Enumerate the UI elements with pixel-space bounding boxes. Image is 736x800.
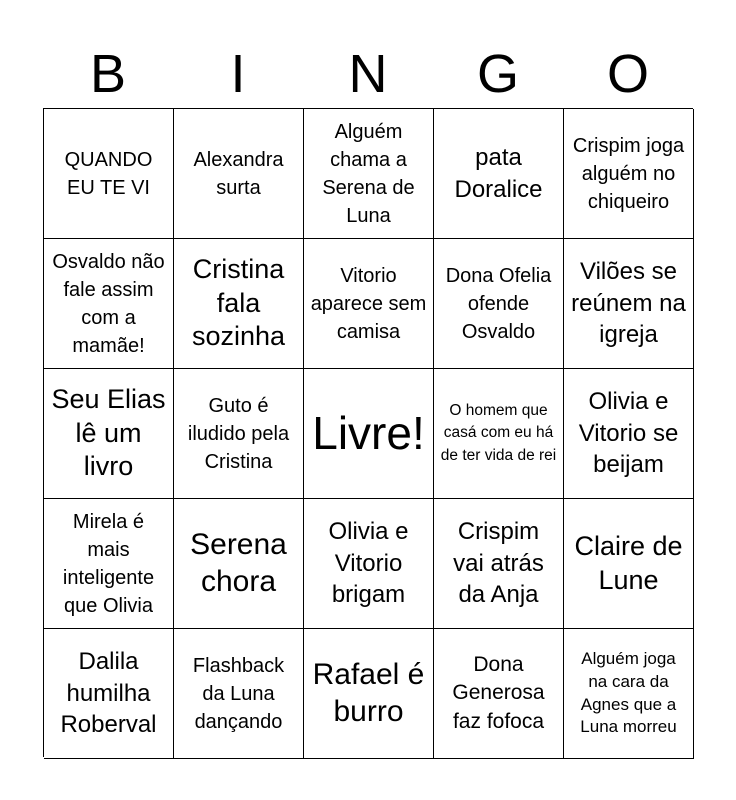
bingo-cell-r3-c2[interactable]: Guto é iludido pela Cristina: [174, 369, 304, 499]
header-letter-b: B: [89, 44, 127, 104]
bingo-cell-r2-c5[interactable]: Vilões se reúnem na igreja: [564, 239, 694, 369]
bingo-cell-r1-c5[interactable]: Crispim joga alguém no chiqueiro: [564, 109, 694, 239]
bingo-cell-r4-c2[interactable]: Serena chora: [174, 499, 304, 629]
bingo-cell-r2-c4[interactable]: Dona Ofelia ofende Osvaldo: [434, 239, 564, 369]
bingo-cell-r3-c1[interactable]: Seu Elias lê um livro: [44, 369, 174, 499]
header-letter-i: I: [230, 44, 246, 104]
bingo-header: [43, 40, 693, 108]
header-letter-g: G: [476, 44, 519, 104]
bingo-cell-r2-c2[interactable]: Cristina fala sozinha: [174, 239, 304, 369]
free-space-cell[interactable]: Livre!: [304, 369, 434, 499]
bingo-cell-r4-c1[interactable]: Mirela é mais inteligente que Olivia: [44, 499, 174, 629]
bingo-cell-r3-c5[interactable]: Olivia e Vitorio se beijam: [564, 369, 694, 499]
header-letter-o: O: [606, 44, 649, 104]
bingo-cell-r5-c5[interactable]: Alguém joga na cara da Agnes que a Luna morreu: [564, 629, 694, 759]
bingo-cell-r2-c3[interactable]: Vitorio aparece sem camisa: [304, 239, 434, 369]
bingo-cell-r5-c4[interactable]: Dona Generosa faz fofoca: [434, 629, 564, 759]
bingo-cell-r4-c3[interactable]: Olivia e Vitorio brigam: [304, 499, 434, 629]
bingo-cell-r1-c2[interactable]: Alexandra surta: [174, 109, 304, 239]
bingo-cell-r1-c3[interactable]: Alguém chama a Serena de Luna: [304, 109, 434, 239]
bingo-cell-r2-c1[interactable]: Osvaldo não fale assim com a mamãe!: [44, 239, 174, 369]
bingo-cell-r4-c5[interactable]: Claire de Lune: [564, 499, 694, 629]
bingo-cell-r3-c4[interactable]: O homem que casá com eu há de ter vida de rei: [434, 369, 564, 499]
header-letter-n: N: [348, 44, 388, 104]
bingo-cell-r5-c3[interactable]: Rafael é burro: [304, 629, 434, 759]
bingo-cell-r5-c1[interactable]: Dalila humilha Roberval: [44, 629, 174, 759]
bingo-cell-r5-c2[interactable]: Flashback da Luna dançando: [174, 629, 304, 759]
bingo-cell-r1-c1[interactable]: QUANDO EU TE VI: [44, 109, 174, 239]
bingo-card-grid: [43, 108, 693, 757]
bingo-cell-r4-c4[interactable]: Crispim vai atrás da Anja: [434, 499, 564, 629]
bingo-cell-r1-c4[interactable]: pata Doralice: [434, 109, 564, 239]
